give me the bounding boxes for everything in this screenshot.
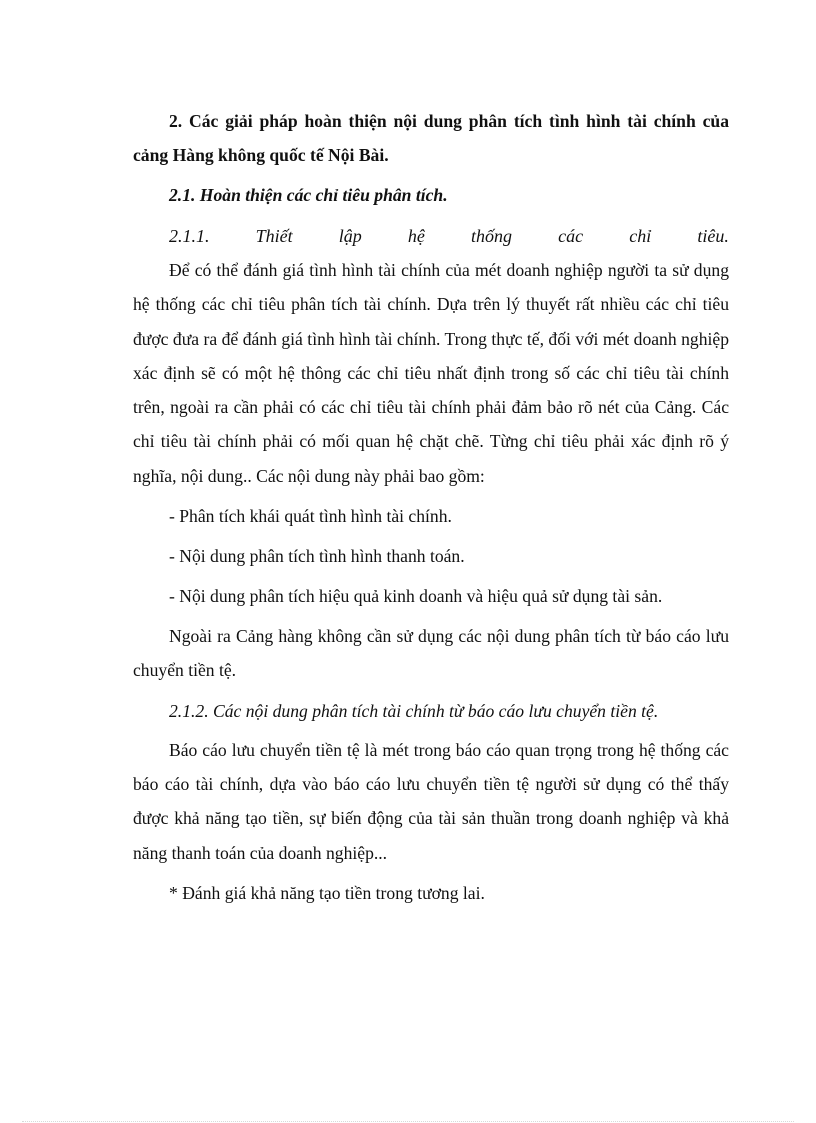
heading-word: lập [338,226,362,246]
heading-word: hệ [407,226,425,246]
document-body [133,104,729,916]
heading-word: các [558,226,584,246]
heading-word: chỉ [629,226,652,246]
note-item: * Đánh giá khả năng tạo tiền trong tương lai. [169,882,485,903]
bullet-item: - Nội dung phân tích tình hình thanh toán. [169,546,465,567]
heading-word: 2.1.1. [169,226,210,246]
heading-word: Thiết [255,226,293,246]
bullet-item: - Nội dung phân tích hiệu quả kinh doanh và hiệu quả sử dụng tài sản. [169,586,663,607]
subsection-heading: 2.1. Hoàn thiện các chỉ tiêu phân tích. [169,185,448,205]
paragraph-cashflow-report: Báo cáo lưu chuyển tiền tệ là mét trong báo cáo quan trọng trong hệ thống các báo cáo tài chính, dựa vào báo cáo lưu chuyển tiền tệ người sử dụng có thể thấy được khả năng tạo tiền, sự biến động của tài sản thuần trong doanh nghiệp và khả năng thanh toán của doanh nghiệp... [133,739,729,863]
subsection-2-1-2-heading: 2.1.2. Các nội dung phân tích tài chính từ báo cáo lưu chuyển tiền tệ. [169,700,659,721]
section-heading: 2. Các giải pháp hoàn thiện nội dung phân tích tình hình tài chính của cảng Hàng không quốc tế Nội Bài. [133,111,729,165]
subsection-2-1-1-heading [133,219,729,253]
paragraph-indicators: Để có thể đánh giá tình hình tài chính của mét doanh nghiệp người ta sử dụng hệ thống các chỉ tiêu phân tích tài chính. Dựa trên lý thuyết rất nhiều các chỉ tiêu được đưa ra để đánh giá tình hình tài chính. Trong thực tế, đối với mét doanh nghiệp xác định sẽ có một hệ thông các chỉ tiêu nhất định trong số các chỉ tiêu tài chính trên, ngoài ra cần phải có các chỉ tiêu tài chính phải đảm bảo rõ nét của Cảng. Các chỉ tiêu tài chính phải có mối quan hệ chặt chẽ. Từng chỉ tiêu phải xác định rõ ý nghĩa, nội dung.. Các nội dung này phải bao gồm: [133,260,729,486]
bullet-item: - Phân tích khái quát tình hình tài chính. [169,506,452,527]
heading-word: thống [471,226,513,246]
heading-word: tiêu. [697,226,729,246]
paragraph-cashflow-intro: Ngoài ra Cảng hàng không cần sử dụng các nội dung phân tích từ báo cáo lưu chuyển tiền tệ. [133,626,729,681]
page-bottom-rule [22,1121,794,1122]
